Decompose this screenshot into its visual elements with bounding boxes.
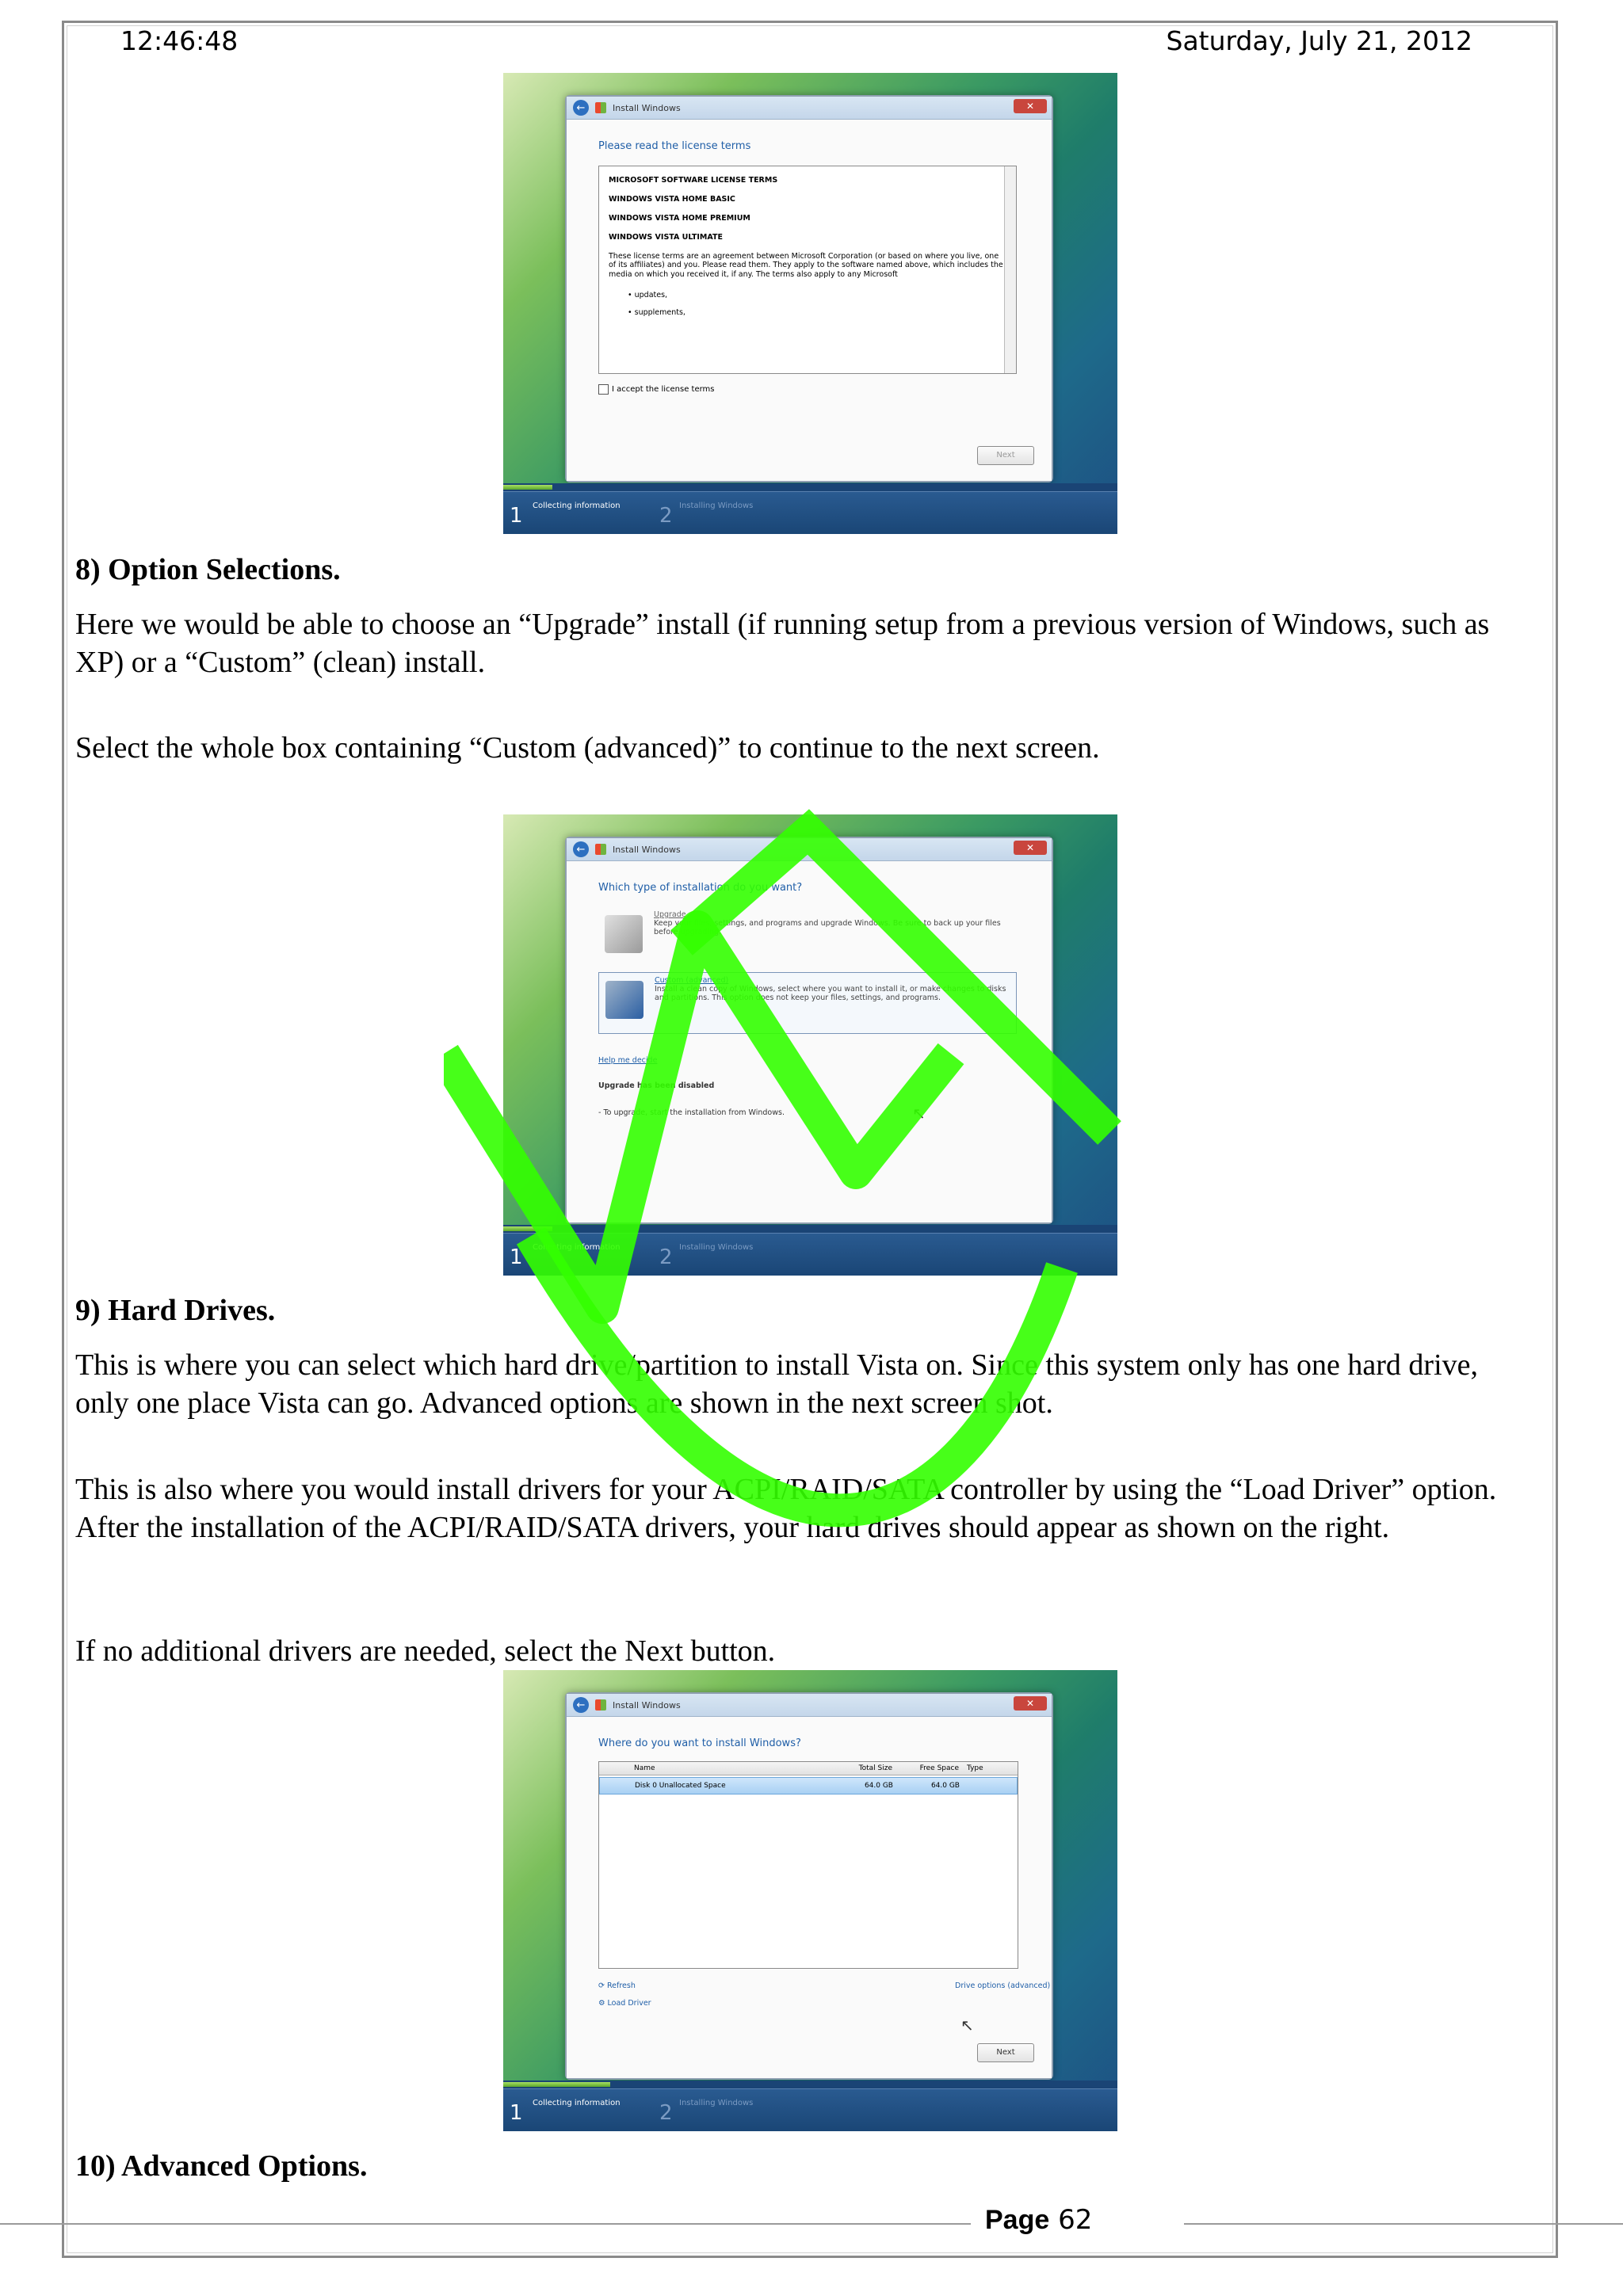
close-icon[interactable]: ✕ [1014,99,1047,113]
step-label: Installing Windows [679,502,754,510]
back-arrow-icon[interactable]: ← [573,841,589,857]
windows-logo-icon [595,844,606,855]
progress-fill [503,485,552,490]
footer-divider-right [1184,2223,1623,2225]
section-8-instruction: Select the whole box containing “Custom (advanced)” to continue to the next screen. [75,731,1100,765]
back-arrow-icon[interactable]: ← [573,1697,589,1713]
page-number-value: 62 [1058,2204,1093,2236]
step-label: Collecting information [533,1243,621,1252]
column-header: Name [634,1764,655,1772]
column-header: Total Size [858,1764,892,1772]
window-title: Install Windows [613,1699,681,1711]
install-type-prompt: Which type of installation do you want? [598,882,803,894]
refresh-link[interactable]: ⟳ Refresh [598,1981,636,1990]
disk-total-size: 64.0 GB [864,1782,893,1790]
footer-divider-left [0,2223,971,2225]
step-label: Installing Windows [679,2099,754,2107]
step-number: 2 [659,504,673,528]
section-10-heading: 10) Advanced Options. [75,2149,368,2183]
disk-name: Disk 0 Unallocated Space [635,1782,726,1790]
upgrade-title: Upgrade [654,910,686,919]
partition-table [598,1761,1018,1969]
setup-progress-bar [503,483,1117,534]
step-number: 2 [659,1245,673,1269]
accept-label: I accept the license terms [612,385,715,394]
upgrade-disabled-title: Upgrade has been disabled [598,1081,715,1090]
windows-logo-icon [595,102,606,113]
window-title: Install Windows [613,844,681,855]
title-bar [567,97,1052,120]
screenshot-install-type [503,814,1117,1276]
close-icon[interactable]: ✕ [1014,841,1047,855]
setup-progress-bar [503,2081,1117,2131]
license-bullet: updates, [634,291,668,300]
back-arrow-icon[interactable]: ← [573,100,589,116]
title-bar [567,1694,1052,1717]
progress-fill [503,2082,610,2087]
accept-checkbox[interactable] [598,384,609,395]
step-number: 1 [510,2101,523,2125]
upgrade-option[interactable] [598,907,1017,969]
custom-advanced-option[interactable] [598,972,1017,1034]
install-dialog [565,95,1053,482]
upgrade-icon [605,915,643,953]
section-9-instruction: If no additional drivers are needed, select the Next button. [75,1634,776,1668]
custom-description: Install a clean copy of Windows, select where you want to install it, or make changes to disks and partitions. This option does not keep your files, settings, and programs. [655,985,1006,1002]
custom-install-icon [605,981,643,1019]
table-row[interactable] [599,1777,1018,1794]
step-number: 1 [510,504,523,528]
help-me-decide-link[interactable]: Help me decide [598,1056,658,1065]
column-header: Free Space [919,1764,959,1772]
next-button[interactable]: Next [977,2043,1034,2062]
license-prompt: Please read the license terms [598,140,751,152]
install-location-prompt: Where do you want to install Windows? [598,1737,801,1749]
custom-title: Custom (advanced) [655,976,729,985]
license-line: MICROSOFT SOFTWARE LICENSE TERMS [609,176,778,185]
next-button[interactable]: Next [977,446,1034,465]
step-number: 1 [510,1245,523,1269]
section-8-heading: 8) Option Selections. [75,553,341,586]
install-dialog [565,1692,1053,2080]
license-text-box[interactable]: MICROSOFT SOFTWARE LICENSE TERMS WINDOWS VISTA HOME BASIC WINDOWS VISTA HOME PREMIUM WINDOWS VISTA ULTIMATE These license terms are an agreement between Microsoft Corporation (or based on where you live, one of its affiliates) and you. Please read them. They apply to the software named above, which includes the media on which you received it, if any. The terms also apply to any Microsoft • updates, • supplements, [598,166,1017,374]
page-label: Page [985,2205,1050,2235]
progress-fill [503,1226,552,1231]
close-icon[interactable]: ✕ [1014,1696,1047,1711]
window-title: Install Windows [613,102,681,113]
header-date: Saturday, July 21, 2012 [1166,25,1472,56]
screenshot-install-location [503,1670,1117,2131]
screenshot-license [503,73,1117,534]
scrollbar[interactable] [1004,166,1016,373]
upgrade-description: Keep your files, settings, and programs and upgrade Windows. Be sure to back up your files before upgrading. [654,919,1001,936]
mouse-cursor-icon: ↖ [960,2016,974,2035]
license-line: WINDOWS VISTA HOME PREMIUM [609,213,750,223]
load-driver-label: Load Driver [607,1999,651,2008]
table-header [599,1762,1018,1775]
step-label: Installing Windows [679,1243,754,1252]
page-number [985,2204,1092,2236]
windows-logo-icon [595,1699,606,1711]
drive-options-link[interactable]: Drive options (advanced) [955,1981,1051,1990]
step-label: Collecting information [533,502,621,510]
upgrade-disabled-desc: - To upgrade, start the installation from Windows. [598,1108,785,1117]
license-bullet: supplements, [634,308,685,317]
setup-progress-bar [503,1225,1117,1276]
license-line: WINDOWS VISTA ULTIMATE [609,232,723,242]
install-dialog [565,837,1053,1224]
step-number: 2 [659,2101,673,2125]
license-line: WINDOWS VISTA HOME BASIC [609,194,735,204]
mouse-cursor-icon: ↖ [912,1104,926,1123]
load-driver-link[interactable]: ⚙ Load Driver [598,1999,651,2008]
section-8-paragraph: Here we would be able to choose an “Upgrade” install (if running setup from a previous version of Windows, such as XP) or a “Custom” (clean) install. [75,608,1490,679]
title-bar [567,838,1052,861]
refresh-label: Refresh [606,1981,636,1990]
accept-license-row[interactable] [598,384,715,395]
section-9-paragraph: This is where you can select which hard drive/partition to install Vista on. Since this system only has one hard drive, only one place Vista can go. Advanced options are shown in the next screen shot. [75,1348,1478,1420]
header-time: 12:46:48 [120,25,239,56]
section-9-paragraph: This is also where you would install drivers for your ACPI/RAID/SATA controller by using the “Load Driver” option. After the installation of the ACPI/RAID/SATA drivers, your hard drives should appear as shown on the right. [75,1473,1497,1544]
section-9-heading: 9) Hard Drives. [75,1294,276,1327]
license-body: These license terms are an agreement between Microsoft Corporation (or based on where you live, one of its affiliates) and you. Please read them. They apply to the software named above, which includes the media on which you received it, if any. The terms also apply to any Microsoft [609,251,1003,280]
column-header: Type [967,1764,983,1772]
disk-free-space: 64.0 GB [930,1782,960,1790]
step-label: Collecting information [533,2099,621,2107]
